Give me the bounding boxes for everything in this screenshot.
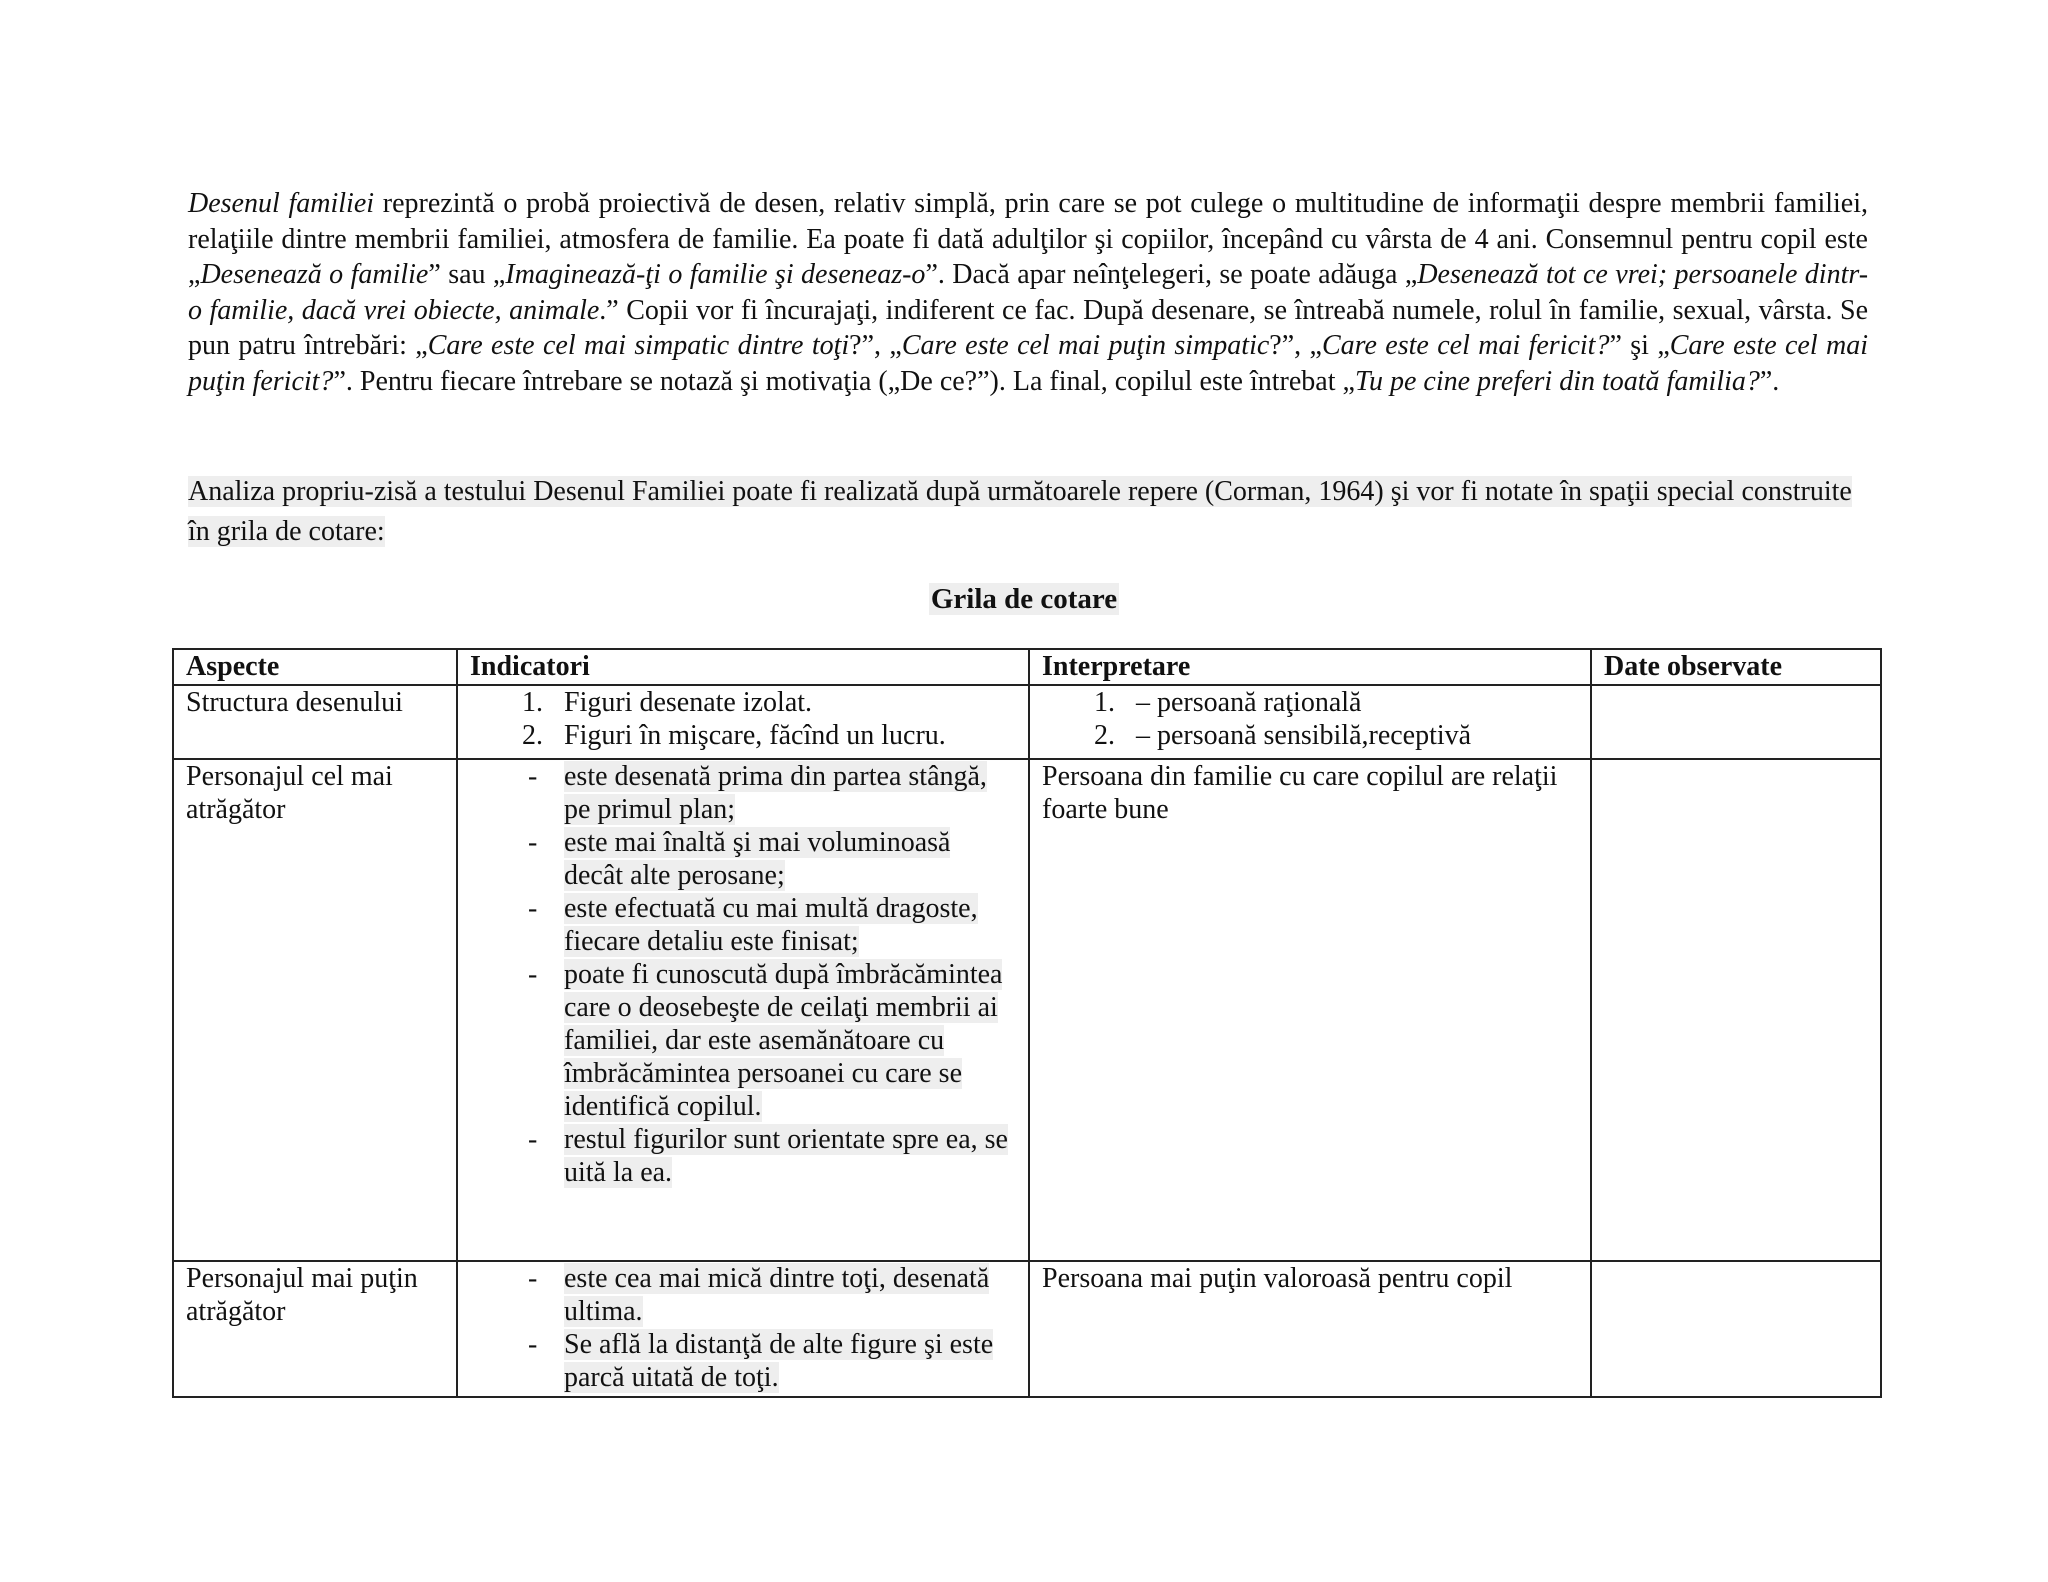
indicators-list xyxy=(470,760,1016,1189)
indicators-list xyxy=(470,1262,1016,1394)
table-row xyxy=(173,1261,1881,1397)
list-marker: 1. xyxy=(522,687,543,718)
observed-data-cell[interactable] xyxy=(1591,1261,1881,1397)
list-marker: - xyxy=(528,1263,538,1294)
list-item-text: Figuri desenate izolat. xyxy=(564,687,813,718)
list-item xyxy=(470,826,1016,892)
list-item xyxy=(470,1123,1016,1189)
list-item xyxy=(470,1328,1016,1394)
list-marker: - xyxy=(528,893,538,924)
list-item-text: – persoană raţională xyxy=(1136,687,1362,718)
table-row xyxy=(173,685,1881,759)
table-header-row xyxy=(173,649,1881,685)
list-item xyxy=(470,760,1016,826)
instruction-quote: Desenează o familie xyxy=(200,259,429,290)
interpretation-cell: Persoana din familie cu care copilul are relaţii foarte bune xyxy=(1029,759,1591,1261)
list-marker: 2. xyxy=(522,720,543,751)
indicators-cell xyxy=(457,685,1029,759)
aspect-cell: Structura desenului xyxy=(173,685,457,759)
intro-text: ”. Pentru fiecare întrebare se notază şi motivaţia („De ce?”). La final, copilul este întrebat „ xyxy=(333,365,1355,397)
list-item xyxy=(470,719,1016,752)
intro-text: ” şi „ xyxy=(1609,330,1670,361)
list-item xyxy=(1042,686,1578,719)
observed-data-cell[interactable] xyxy=(1591,759,1881,1261)
list-marker: - xyxy=(528,827,538,858)
header-interpretation: Interpretare xyxy=(1029,649,1591,685)
list-marker: 2. xyxy=(1094,720,1115,751)
question-quote: Care este cel mai simpatic dintre toţi xyxy=(427,330,850,361)
interpretation-cell xyxy=(1029,685,1591,759)
intro-term: Desenul familiei xyxy=(188,188,375,219)
aspect-cell: Personajul cel mai atrăgător xyxy=(173,759,457,1261)
intro-text: ?”, „ xyxy=(849,330,902,361)
interpretation-cell: Persoana mai puţin valoroasă pentru copil xyxy=(1029,1261,1591,1397)
list-item-text: Se află la distanţă de alte figure şi este parcă uitată de toţi. xyxy=(564,1329,994,1393)
list-item-text: Figuri în mişcare, făcînd un lucru. xyxy=(564,720,946,751)
list-item xyxy=(1042,719,1578,752)
list-item xyxy=(470,892,1016,958)
list-item-text: este desenată prima din partea stângă, pe primul plan; xyxy=(564,761,987,825)
question-quote: Tu pe cine preferi din toată familia? xyxy=(1354,365,1760,397)
intro-text: reprezintă o probă proiectivă de desen, relativ simplă, prin care se pot culege o multitudine de informaţii despre membrii familiei, relaţiile dintre membrii familiei, atmosfera de familie. Ea poate fi dată adulţilor şi copiilor, începând cu vârsta de 4 ani. Consemnul pentru copil este „ xyxy=(188,188,1868,290)
list-item xyxy=(470,958,1016,1123)
intro-text: ?”, „ xyxy=(1269,330,1322,361)
list-marker: - xyxy=(528,1124,538,1155)
list-marker: - xyxy=(528,761,538,792)
intro-text: .” Copii vor fi încurajaţi, indiferent ce fac. După desenare, se întreabă numele, rolul în familie, sexual, vârsta. Se pun patru întrebări: „ xyxy=(188,294,1869,361)
header-observed-data: Date observate xyxy=(1591,649,1881,685)
instruction-quote: Imaginează-ţi o familie şi deseneaz-o xyxy=(505,259,926,290)
indicators-cell xyxy=(457,1261,1029,1397)
list-item-text: – persoană sensibilă,receptivă xyxy=(1136,720,1472,751)
list-marker: 1. xyxy=(1094,687,1115,718)
list-marker: - xyxy=(528,1329,538,1360)
aspect-cell: Personajul mai puţin atrăgător xyxy=(173,1261,457,1397)
list-item-text: restul figurilor sunt orientate spre ea, se uită la ea. xyxy=(564,1124,1008,1188)
grid-title-text: Grila de cotare xyxy=(930,583,1118,615)
observed-data-cell[interactable] xyxy=(1591,685,1881,759)
list-marker: - xyxy=(528,959,538,990)
intro-text: ”. Dacă apar neînţelegeri, se poate adăuga „ xyxy=(925,259,1418,290)
list-item-text: este mai înaltă şi mai voluminoasă decât alte perosane; xyxy=(564,827,951,891)
list-item xyxy=(470,686,1016,719)
interpretation-list xyxy=(1042,686,1578,752)
indicators-cell xyxy=(457,759,1029,1261)
question-quote: Care este cel mai puţin fericit? xyxy=(188,330,1869,397)
header-aspects: Aspecte xyxy=(173,649,457,685)
question-quote: Care este cel mai fericit? xyxy=(1321,330,1610,361)
instruction-quote: Desenează tot ce vrei; persoanele dintr-o familie, dacă vrei obiecte, animale xyxy=(188,259,1869,326)
list-item-text: poate fi cunoscută după îmbrăcămintea care o deosebeşte de ceilaţi membrii ai familiei, dar este asemănătoare cu îmbrăcămintea persoanei cu care se identifică copilul. xyxy=(564,959,1003,1122)
grid-title xyxy=(0,581,2048,617)
list-item-text: este cea mai mică dintre toţi, desenată ultima. xyxy=(564,1263,990,1327)
table-row xyxy=(173,759,1881,1261)
analysis-paragraph xyxy=(188,472,1868,552)
list-item-text: este efectuată cu mai multă dragoste, fiecare detaliu este finisat; xyxy=(564,893,978,957)
question-quote: Care este cel mai puţin simpatic xyxy=(901,330,1270,361)
intro-text: ” sau „ xyxy=(428,259,506,290)
scoring-grid-table xyxy=(172,648,1882,1398)
intro-text: ”. xyxy=(1759,365,1780,397)
indicators-list xyxy=(470,686,1016,752)
intro-paragraph xyxy=(188,186,1868,399)
list-item xyxy=(470,1262,1016,1328)
analysis-text: Analiza propriu-zisă a testului Desenul Familiei poate fi realizată după următoarele repere (Corman, 1964) şi vor fi notate în spaţii special construite în grila de cotare: xyxy=(188,476,1852,547)
header-indicators: Indicatori xyxy=(457,649,1029,685)
